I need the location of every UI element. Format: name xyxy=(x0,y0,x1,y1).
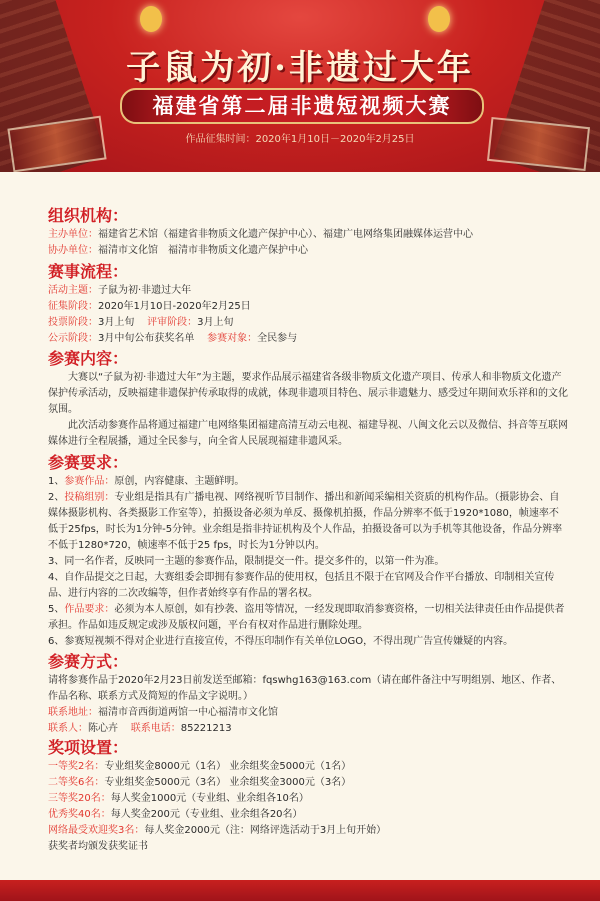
section-method xyxy=(48,651,568,737)
collect-value: 2020年1月10日-2020年2月25日 xyxy=(98,301,251,312)
item-number: 2、 xyxy=(48,492,65,503)
section-requirements xyxy=(48,452,568,650)
requirement-item xyxy=(48,490,568,554)
section-title: 赛事流程： xyxy=(48,262,129,281)
theme-value: 子鼠为初·非遗过大年 xyxy=(98,285,192,296)
award-label: 三等奖20名： xyxy=(48,793,111,804)
contact-line xyxy=(48,721,568,737)
address-value: 福清市音西街道两馆一中心福清市文化馆 xyxy=(98,707,278,718)
contact-value: 陈心卉 xyxy=(88,723,118,734)
host-value: 福建省艺术馆（福建省非物质文化遗产保护中心）、福建广电网络集团融媒体运营中心 xyxy=(98,229,473,240)
section-title: 参赛要求： xyxy=(48,453,129,472)
section-title: 参赛内容： xyxy=(48,349,129,368)
section-title: 参赛方式： xyxy=(48,652,129,671)
method-text: 请将参赛作品于2020年2月23日前发送至邮箱：fqswhg163@163.com（请在邮件备注中写明组别、地区、作者、作品名称、联系方式及简短的作品文字说明。） xyxy=(48,675,562,702)
announce-line xyxy=(48,331,297,347)
target-label: 参赛对象： xyxy=(207,333,258,344)
item-number: 5、 xyxy=(48,604,65,615)
announce-value: 3月中旬公布获奖名单 xyxy=(98,333,195,344)
content-paragraph: 此次活动参赛作品将通过福建广电网络集团福建高清互动云电视、福建导视、八闽文化云以及微信、抖音等互联网媒体进行全程展播，通过全民参与，向全省人民展现福建非遗风采。 xyxy=(48,420,568,447)
award-label: 一等奖2名： xyxy=(48,761,105,772)
period-value: 2020年1月10日－2020年2月25日 xyxy=(255,134,415,145)
award-value: 专业组奖金8000元（1名） 业余组奖金5000元（1名） xyxy=(104,761,352,772)
requirement-item xyxy=(48,474,568,490)
phone-value: 85221213 xyxy=(180,723,232,734)
collect-label: 征集阶段： xyxy=(48,301,98,312)
item-number: 1、 xyxy=(48,476,65,487)
item-text: 必须为本人原创，如有抄袭、盗用等情况，一经发现即取消参赛资格，一切相关法律责任由作品提供者承担。作品如违反规定或涉及版权问题，平台有权对作品进行删除处理。 xyxy=(48,604,565,631)
award-note: 获奖者均颁发获奖证书 xyxy=(48,841,148,852)
co-host-value: 福清市文化馆 福清市非物质文化遗产保护中心 xyxy=(98,245,308,256)
co-host-label: 协办单位： xyxy=(48,245,98,256)
address-label: 联系地址： xyxy=(48,707,98,718)
header-banner xyxy=(0,0,600,172)
announce-label: 公示阶段： xyxy=(48,333,98,344)
award-label: 优秀奖40名： xyxy=(48,809,111,820)
award-line xyxy=(48,775,386,791)
lantern-icon xyxy=(140,6,162,32)
award-line xyxy=(48,823,386,839)
contact-label: 联系人： xyxy=(48,723,88,734)
vote-label: 投票阶段： xyxy=(48,317,98,328)
section-title: 组织机构： xyxy=(48,206,129,225)
review-label: 评审阶段： xyxy=(147,317,198,328)
section-awards xyxy=(48,737,386,855)
section-process xyxy=(48,261,297,347)
item-label: 参赛作品： xyxy=(64,476,115,487)
award-label: 网络最受欢迎奖3名： xyxy=(48,825,145,836)
award-label: 二等奖6名： xyxy=(48,777,105,788)
collect-line xyxy=(48,299,297,315)
footer-bar xyxy=(0,880,600,901)
award-line xyxy=(48,791,386,807)
section-title: 奖项设置： xyxy=(48,738,129,757)
target-value: 全民参与 xyxy=(257,333,298,344)
collection-period xyxy=(0,130,600,145)
theme-label: 活动主题： xyxy=(48,285,98,296)
award-value: 每人奖金1000元（专业组、业余组各10名） xyxy=(110,793,309,804)
section-content xyxy=(48,348,568,450)
award-value: 每人奖金200元（专业组、业余组各20名） xyxy=(110,809,303,820)
lantern-icon xyxy=(428,6,450,32)
requirement-item: 6、参赛短视频不得对企业进行直接宣传，不得压印制作有关单位LOGO，不得出现广告宣传嫌疑的内容。 xyxy=(48,636,514,647)
theme-line xyxy=(48,283,297,299)
award-line xyxy=(48,759,386,775)
address-line xyxy=(48,705,568,721)
period-label: 作品征集时间： xyxy=(185,134,256,145)
co-host-line xyxy=(48,243,473,259)
content-paragraph: 大赛以“子鼠为初·非遗过大年”为主题，要求作品展示福建省各级非物质文化遗产项目、传承人和非物质文化遗产保护传承活动，反映福建非遗保护传承取得的成就，体现非遗项目特色、展示非遗魅力、感受过年期间欢乐祥和的文化氛围。 xyxy=(48,372,568,415)
section-organization xyxy=(48,205,473,259)
item-label: 投稿组别： xyxy=(64,492,115,503)
item-text: 专业组是指具有广播电视、网络视听节目制作、播出和新闻采编相关资质的机构作品。（摄影协会、自媒体摄影机构、各类摄影工作室等），拍摄设备必须为单反、摄像机拍摄，作品分辨率不低于1920*1080，帧速率不低于25fps，时长为1分钟-5分钟。业余组是指非持证机构及个人作品，拍摄设备可以为手机等其他设备，作品分辨率不低于1280*720，帧速率不低于25 fps，时长为1分钟以内。 xyxy=(48,492,563,551)
event-subtitle: 福建省第二届非遗短视频大赛 xyxy=(152,93,452,118)
host-line xyxy=(48,227,473,243)
requirement-item xyxy=(48,602,568,634)
award-line xyxy=(48,807,386,823)
phone-label: 联系电话： xyxy=(130,723,181,734)
review-value: 3月上旬 xyxy=(197,317,234,328)
event-title: 子鼠为初·非遗过大年 xyxy=(126,48,474,88)
vote-value: 3月上旬 xyxy=(98,317,135,328)
requirement-item: 3、同一名作者，反映同一主题的参赛作品，限制提交一件。提交多件的，以第一件为准。 xyxy=(48,556,445,567)
award-value: 专业组奖金5000元（3名） 业余组奖金3000元（3名） xyxy=(104,777,352,788)
award-value: 每人奖金2000元（注：网络评选活动于3月上旬开始） xyxy=(144,825,387,836)
host-label: 主办单位： xyxy=(48,229,98,240)
vote-review-line xyxy=(48,315,297,331)
item-label: 作品要求： xyxy=(64,604,115,615)
requirement-item: 4、自作品提交之日起，大赛组委会即拥有参赛作品的使用权，包括且不限于在官网及合作平台播放、印制相关宣传品、进行内容的二次改编等，但作者始终享有作品的署名权。 xyxy=(48,572,555,599)
item-text: 原创，内容健康、主题鲜明。 xyxy=(114,476,245,487)
